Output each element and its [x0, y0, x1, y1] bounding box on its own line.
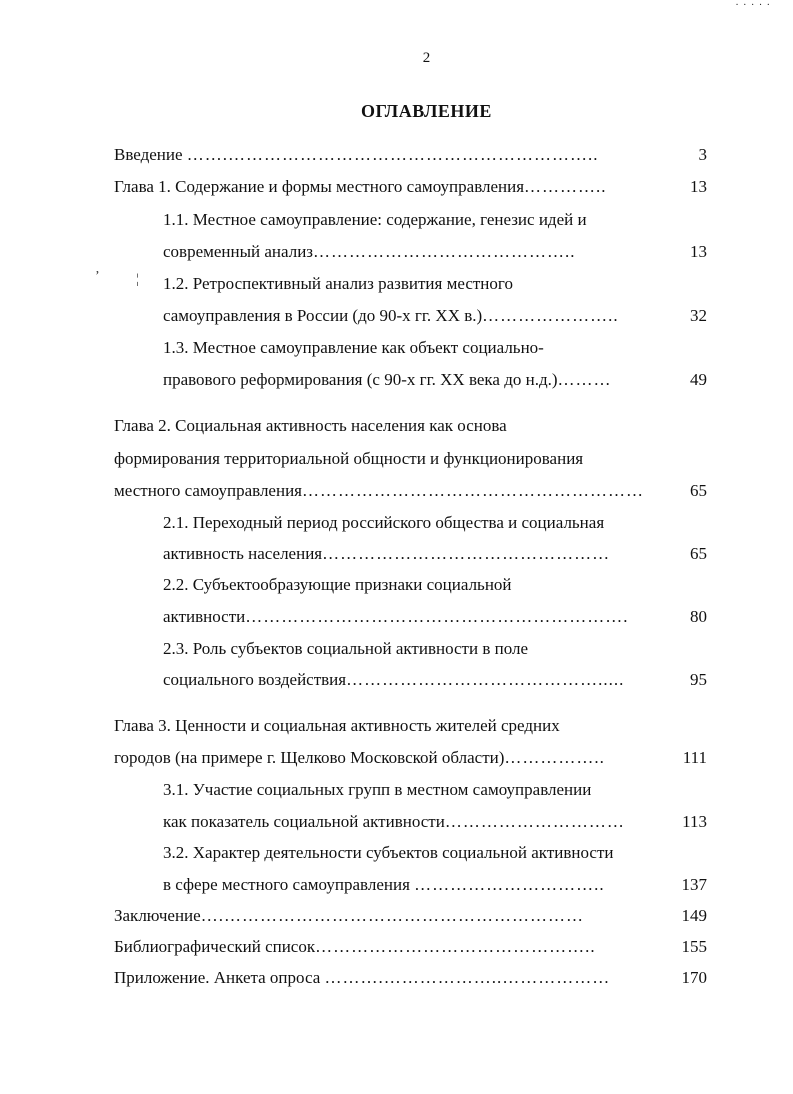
toc-entry-label: активность населения: [163, 544, 323, 563]
toc-dots: …………………………………………………: [302, 481, 644, 500]
toc-entry-section-3-2-cont[interactable]: [163, 874, 605, 896]
toc-entry-label: правового реформирования (с 90-х гг. XX века до н.д.): [163, 370, 558, 389]
toc-entry-label: Приложение. Анкета опроса: [114, 968, 325, 987]
toc-dots: ……………………………………………………….: [245, 607, 629, 626]
toc-dots: …………………..: [482, 306, 619, 325]
scan-artifact: ¦: [136, 272, 139, 287]
toc-entry-chapter-2-cont[interactable]: формирования территориальной общности и функционирования: [114, 449, 584, 468]
toc-page-number: 65: [690, 544, 707, 563]
toc-dots: ………: [557, 370, 612, 389]
toc-dots: ……………………………………..: [313, 242, 576, 261]
toc-dots: ………………………………………..: [315, 937, 596, 956]
toc-entry-label: Библиографический список: [114, 937, 316, 956]
toc-dots: …….……………………………………………………..: [186, 145, 599, 164]
toc-entry-intro[interactable]: [114, 144, 599, 166]
toc-entry-appendix[interactable]: [114, 967, 610, 989]
toc-page-number: 3: [698, 145, 707, 164]
toc-entry-section-1-3[interactable]: 1.3. Местное самоуправление как объект социально-: [163, 338, 544, 357]
toc-entry-label: местного самоуправления: [114, 481, 302, 500]
toc-entry-section-2-1[interactable]: 2.1. Переходный период российского общества и социальная: [163, 513, 605, 532]
toc-entry-section-2-2[interactable]: 2.2. Субъектообразующие признаки социальной: [163, 575, 512, 594]
toc-page-number: 13: [690, 177, 707, 196]
toc-page-number: 80: [690, 607, 707, 626]
toc-entry-section-3-1-cont[interactable]: [163, 811, 625, 833]
toc-entry-label: Глава 1. Содержание и формы местного самоуправления: [114, 177, 525, 196]
toc-entry-section-2-3[interactable]: 2.3. Роль субъектов социальной активности в поле: [163, 639, 528, 658]
toc-entry-section-1-1[interactable]: 1.1. Местное самоуправление: содержание, генезис идей и: [163, 210, 587, 229]
toc-page-number: 170: [681, 968, 707, 987]
toc-entry-section-2-1-cont[interactable]: [163, 543, 610, 565]
toc-entry-conclusion[interactable]: [114, 905, 584, 927]
toc-entry-chapter-1[interactable]: [114, 176, 607, 198]
toc-page-number: 13: [690, 242, 707, 261]
toc-entry-label: в сфере местного самоуправления: [163, 875, 415, 894]
toc-entry-label: Введение: [114, 145, 187, 164]
toc-entry-label: городов (на примере г. Щелково Московской области): [114, 748, 505, 767]
toc-dots: …………………………: [444, 812, 625, 831]
toc-entry-section-3-2[interactable]: 3.2. Характер деятельности субъектов социальной активности: [163, 843, 614, 862]
toc-entry-bibliography[interactable]: [114, 936, 596, 958]
toc-page-number: 111: [682, 748, 707, 767]
toc-entry-label: как показатель социальной активности: [163, 812, 445, 831]
toc-entry-chapter-2[interactable]: Глава 2. Социальная активность населения как основа: [114, 416, 507, 435]
page-number: 2: [422, 50, 431, 66]
toc-entry-chapter-3[interactable]: Глава 3. Ценности и социальная активность жителей средних: [114, 716, 560, 735]
toc-dots: …………………………………….....: [346, 670, 625, 689]
toc-entry-section-1-2-cont[interactable]: [163, 305, 619, 327]
toc-page-number: 149: [681, 906, 707, 925]
toc-entry-chapter-3-cont[interactable]: [114, 747, 605, 769]
toc-entry-section-3-1[interactable]: 3.1. Участие социальных групп в местном самоуправлении: [163, 780, 592, 799]
toc-page-number: 155: [681, 937, 707, 956]
toc-entry-section-1-1-cont[interactable]: [163, 241, 576, 263]
toc-entry-label: современный анализ: [163, 242, 314, 261]
toc-entry-label: социального воздействия: [163, 670, 347, 689]
page-title: ОГЛАВЛЕНИЕ: [361, 101, 492, 121]
toc-dots: ……….………………..………………: [324, 968, 611, 987]
toc-entry-label: Заключение: [114, 906, 201, 925]
toc-dots: …………………………..: [414, 875, 605, 894]
toc-page-number: 65: [690, 481, 707, 500]
scan-mark: · · · · ·: [735, 0, 771, 11]
toc-page-number: 113: [682, 812, 707, 831]
toc-entry-section-2-3-cont[interactable]: [163, 669, 624, 691]
toc-entry-chapter-2-cont[interactable]: [114, 480, 644, 502]
toc-page-number: 95: [690, 670, 707, 689]
toc-dots: …………………………………………: [322, 544, 611, 563]
toc-entry-label: активности: [163, 607, 246, 626]
toc-entry-section-1-3-cont[interactable]: [163, 369, 612, 391]
toc-page-number: 49: [690, 370, 707, 389]
toc-dots: …………..: [524, 177, 607, 196]
toc-entry-label: самоуправления в России (до 90-х гг. XX в.): [163, 306, 483, 325]
toc-dots: ……………..: [504, 748, 605, 767]
toc-entry-section-1-2[interactable]: 1.2. Ретроспективный анализ развития местного: [163, 274, 513, 293]
toc-page-number: 137: [681, 875, 707, 894]
toc-dots: ….……………………………………………………: [200, 906, 584, 925]
scan-artifact: ʼ: [95, 269, 100, 284]
toc-page-number: 32: [690, 306, 707, 325]
toc-entry-section-2-2-cont[interactable]: [163, 606, 628, 628]
